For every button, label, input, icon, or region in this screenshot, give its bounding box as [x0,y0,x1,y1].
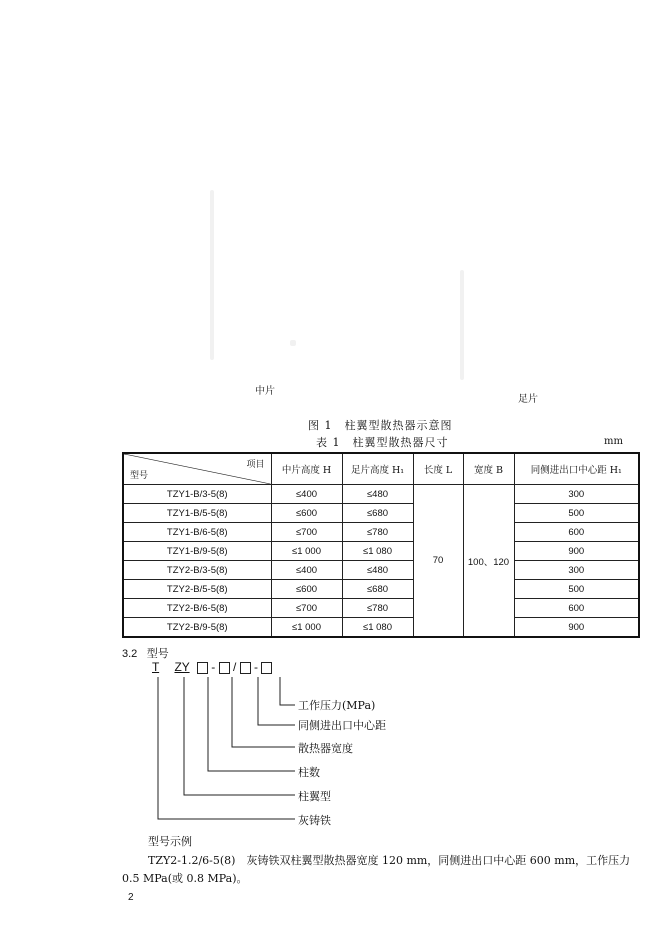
height-cell: ≤700 [271,523,342,542]
height-cell: ≤400 [271,561,342,580]
spacing-cell: 300 [514,485,639,504]
foot-height-cell: ≤1 080 [342,542,413,561]
spacing-cell: 500 [514,504,639,523]
height-cell: ≤700 [271,599,342,618]
spacing-cell: 900 [514,542,639,561]
height-cell: ≤400 [271,485,342,504]
figure-faint-line [210,190,214,360]
code-dash: - [254,660,258,674]
example-line-2: 0.5 MPa(或 0.8 MPa)。 [122,872,248,885]
foot-height-cell: ≤1 080 [342,618,413,638]
placeholder-box [219,662,230,674]
col-header: 同侧进出口中心距 H₁ [514,453,639,485]
foot-height-cell: ≤780 [342,599,413,618]
length-cell: 70 [413,485,463,638]
radiator-figure [160,70,580,400]
legend-columns: 柱数 [298,766,320,779]
spacing-cell: 900 [514,618,639,638]
col-header: 足片高度 H₁ [342,453,413,485]
example-line-1: TZY2-1.2/6-5(8) 灰铸铁双柱翼型散热器宽度 120 mm，同侧进出口中心距 600 mm，工作压力 [148,854,631,867]
figure-faint-mark [290,340,296,346]
table-row [123,561,639,580]
spacing-cell: 600 [514,599,639,618]
legend-type: 柱翼型 [298,790,331,803]
model-cell: TZY1-B/3-5(8) [123,485,271,504]
foot-height-cell: ≤680 [342,580,413,599]
page-number: 2 [128,892,134,903]
code-dash: - [211,660,216,674]
section-number: 3.2 [122,648,138,660]
code-t: T [152,660,160,674]
height-cell: ≤1 000 [271,542,342,561]
table-row [123,504,639,523]
table-row [123,542,639,561]
placeholder-box [197,662,208,674]
legend-spacing: 同侧进出口中心距 [298,719,386,732]
model-cell: TZY1-B/9-5(8) [123,542,271,561]
radiator-dimension-table [122,452,640,638]
height-cell: ≤600 [271,580,342,599]
foot-height-cell: ≤480 [342,561,413,580]
model-code-line [152,660,272,674]
foot-height-cell: ≤480 [342,485,413,504]
width-cell: 100、120 [463,485,514,638]
col-header: 宽度 B [463,453,514,485]
table-row [123,523,639,542]
code-zy: ZY [174,660,190,674]
table-row [123,485,639,504]
height-cell: ≤600 [271,504,342,523]
model-cell: TZY2-B/9-5(8) [123,618,271,638]
example-title: 型号示例 [148,835,192,848]
table-row [123,580,639,599]
legend-material: 灰铸铁 [298,814,331,827]
foot-height-cell: ≤680 [342,504,413,523]
figure-label-middle: 中片 [255,386,275,397]
model-cell: TZY2-B/3-5(8) [123,561,271,580]
model-cell: TZY1-B/5-5(8) [123,504,271,523]
table-unit: mm [604,436,623,447]
table-header-row [123,453,639,485]
placeholder-box [240,662,251,674]
height-cell: ≤1 000 [271,618,342,638]
table-row [123,618,639,638]
header-item: 项目 [246,460,265,470]
col-header: 长度 L [413,453,463,485]
spacing-cell: 600 [514,523,639,542]
foot-height-cell: ≤780 [342,523,413,542]
section-title: 型号 [146,647,169,660]
header-diagonal-cell [123,453,271,485]
spacing-cell: 500 [514,580,639,599]
model-code-leader-lines [150,675,310,825]
table-row [123,599,639,618]
header-model: 型号 [130,471,149,481]
legend-width: 散热器宽度 [298,742,353,755]
figure-faint-line [460,270,464,380]
figure-label-foot: 足片 [518,394,538,405]
figure-caption: 图 1 柱翼型散热器示意图 [308,419,453,432]
col-header: 中片高度 H [271,453,342,485]
placeholder-box [261,662,272,674]
model-cell: TZY1-B/6-5(8) [123,523,271,542]
model-cell: TZY2-B/6-5(8) [123,599,271,618]
spacing-cell: 300 [514,561,639,580]
code-slash: / [232,660,237,674]
model-cell: TZY2-B/5-5(8) [123,580,271,599]
legend-pressure: 工作压力(MPa) [298,699,376,712]
table-caption: 表 1 柱翼型散热器尺寸 [316,436,449,449]
section-heading [122,645,169,661]
